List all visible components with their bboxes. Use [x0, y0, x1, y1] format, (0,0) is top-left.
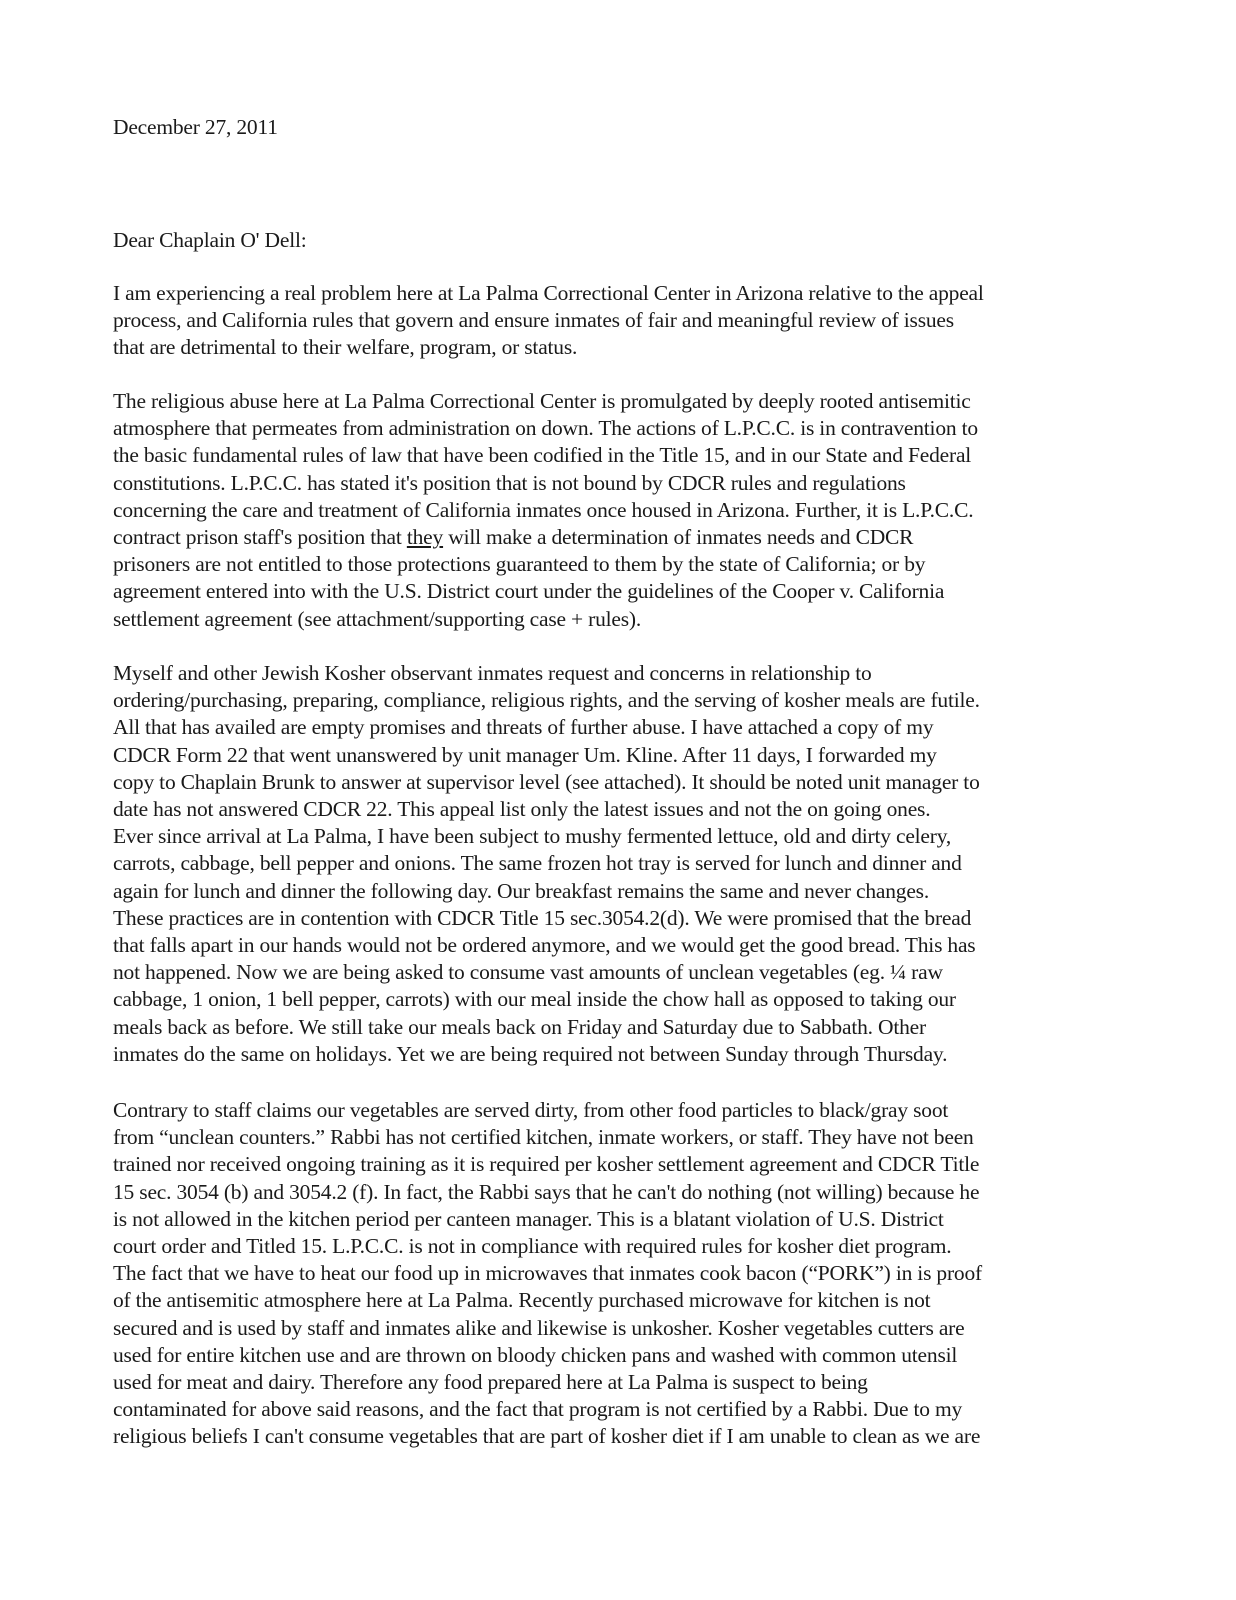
letter-line: from “unclean counters.” Rabbi has not certified kitchen, inmate workers, or staff. They have not been — [113, 1125, 974, 1150]
letter-line: All that has availed are empty promises and threats of further abuse. I have attached a copy of my — [113, 715, 934, 740]
letter-line: cabbage, 1 onion, 1 bell pepper, carrots) with our meal inside the chow hall as opposed to taking our — [113, 987, 956, 1012]
letter-salutation: Dear Chaplain O' Dell: — [113, 228, 307, 252]
letter-line: constitutions. L.P.C.C. has stated it's position that is not bound by CDCR rules and regulations — [113, 470, 906, 495]
letter-line: of the antisemitic atmosphere here at La Palma. Recently purchased microwave for kitchen is not — [113, 1288, 931, 1313]
letter-line: date has not answered CDCR 22. This appeal list only the latest issues and not the on going ones. — [113, 797, 931, 821]
letter-line: 15 sec. 3054 (b) and 3054.2 (f). In fact, the Rabbi says that he can't do nothing (not willing) because he — [113, 1179, 980, 1204]
letter-line: secured and is used by staff and inmates alike and likewise is unkosher. Kosher vegetables cutters are — [113, 1315, 965, 1340]
letter-line: contract prison staff's position that they will make a determination of inmates needs and CDCR — [113, 525, 914, 549]
letter-line: used for entire kitchen use and are thrown on bloody chicken pans and washed with common utensil — [113, 1342, 958, 1367]
letter-line: process, and California rules that govern and ensure inmates of fair and meaningful review of issues — [113, 308, 954, 333]
letter-line: concerning the care and treatment of California inmates once housed in Arizona. Further, it is L.P.C.C. — [113, 497, 974, 522]
letter-line: The religious abuse here at La Palma Correctional Center is promulgated by deeply rooted antisemitic — [113, 389, 971, 413]
letter-line: settlement agreement (see attachment/supporting case + rules). — [113, 606, 642, 631]
letter-line: copy to Chaplain Brunk to answer at supervisor level (see attached). It should be noted unit manager to — [113, 769, 980, 794]
letter-line: again for lunch and dinner the following day. Our breakfast remains the same and never changes. — [113, 878, 930, 903]
letter-line: Myself and other Jewish Kosher observant inmates request and concerns in relationship to — [113, 661, 872, 685]
underlined-word: they — [406, 525, 444, 549]
letter-line: ordering/purchasing, preparing, compliance, religious rights, and the serving of kosher meals are futile. — [113, 688, 980, 713]
letter-line: Ever since arrival at La Palma, I have been subject to mushy fermented lettuce, old and dirty celery, — [113, 824, 952, 849]
letter-line: Contrary to staff claims our vegetables are served dirty, from other food particles to black/gray soot — [113, 1098, 949, 1122]
letter-line: The fact that we have to heat our food up in microwaves that inmates cook bacon (“PORK”) in is proof — [113, 1261, 982, 1286]
letter-line: atmosphere that permeates from administration on down. The actions of L.P.C.C. is in contravention to — [113, 416, 978, 441]
letter-line: the basic fundamental rules of law that have been codified in the Title 15, and in our State and Federal — [113, 443, 972, 468]
letter-line: meals back as before. We still take our meals back on Friday and Saturday due to Sabbath. Other — [113, 1014, 926, 1039]
letter-line: religious beliefs I can't consume vegetables that are part of kosher diet if I am unable to clean as we are — [113, 1424, 981, 1449]
letter-line: trained nor received ongoing training as it is required per kosher settlement agreement and CDCR Title — [113, 1152, 980, 1177]
letter-line: that are detrimental to their welfare, program, or status. — [113, 335, 578, 360]
letter-line: I am experiencing a real problem here at La Palma Correctional Center in Arizona relative to the appeal — [113, 281, 984, 305]
letter-line: agreement entered into with the U.S. District court under the guidelines of the Cooper v. California — [113, 579, 945, 604]
letter-line: contaminated for above said reasons, and the fact that program is not certified by a Rabbi. Due to my — [113, 1397, 963, 1422]
letter-line: not happened. Now we are being asked to consume vast amounts of unclean vegetables (eg. ¼ raw — [113, 960, 943, 985]
letter-line: carrots, cabbage, bell pepper and onions. The same frozen hot tray is served for lunch and dinner and — [113, 851, 962, 876]
letter-line: used for meat and dairy. Therefore any food prepared here at La Palma is suspect to being — [113, 1370, 868, 1394]
letter-line: CDCR Form 22 that went unanswered by unit manager Um. Kline. After 11 days, I forwarded my — [113, 742, 937, 767]
letter-line: prisoners are not entitled to those protections guaranteed to them by the state of California; or by — [113, 552, 926, 577]
letter-date: December 27, 2011 — [113, 115, 278, 139]
letter-line: court order and Titled 15. L.P.C.C. is not in compliance with required rules for kosher diet program. — [113, 1234, 952, 1258]
letter-line: These practices are in contention with CDCR Title 15 sec.3054.2(d). We were promised that the bread — [113, 905, 972, 930]
letter-line: is not allowed in the kitchen period per canteen manager. This is a blatant violation of U.S. District — [113, 1206, 944, 1231]
letter-line: that falls apart in our hands would not be ordered anymore, and we would get the good bread. This has — [113, 933, 976, 957]
letter-line: inmates do the same on holidays. Yet we are being required not between Sunday through Thursday. — [113, 1041, 948, 1066]
